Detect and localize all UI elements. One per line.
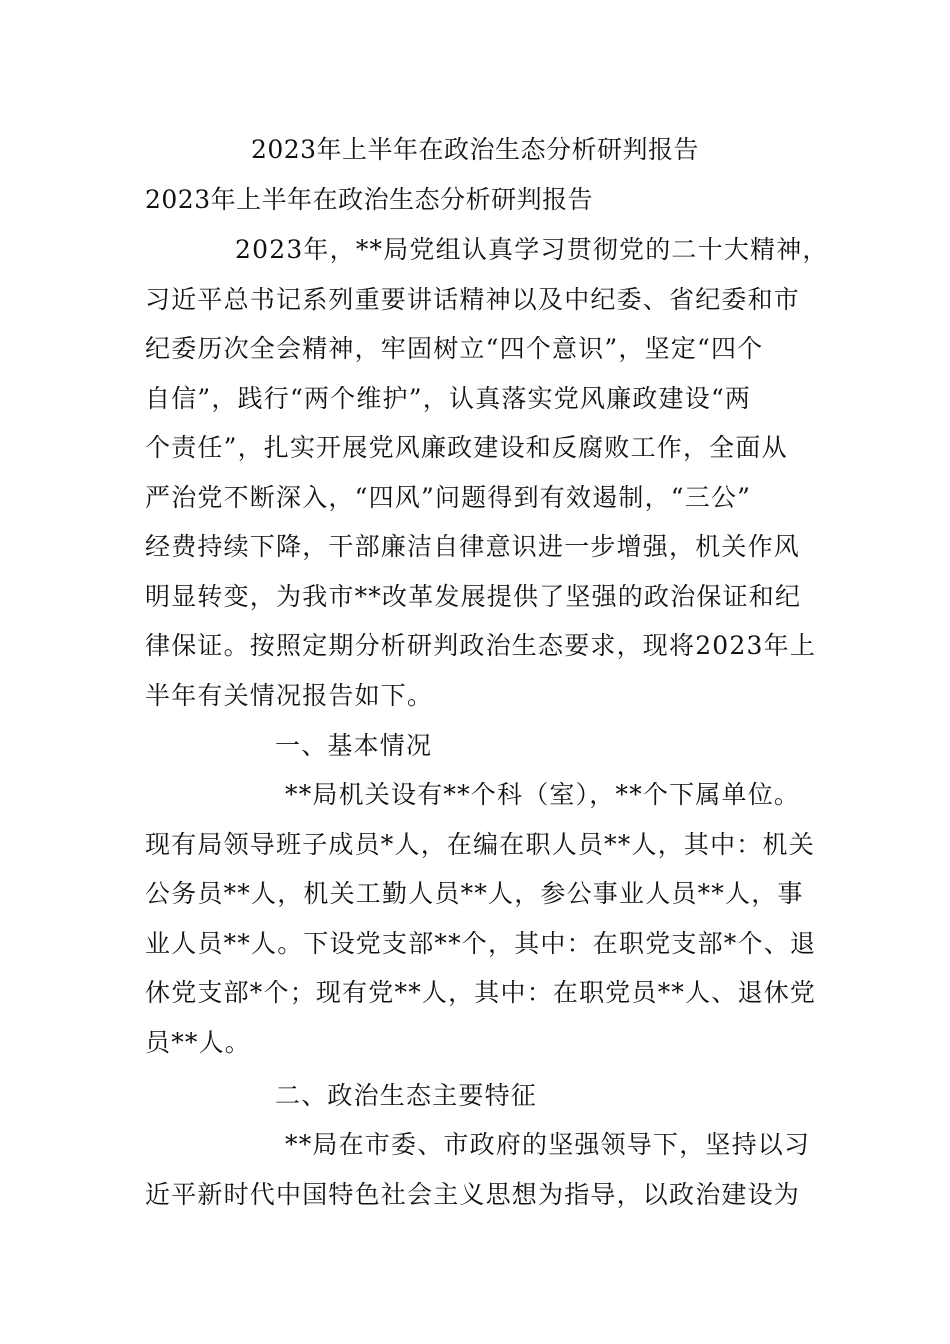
section1-line: 员**人。 [145, 1027, 252, 1057]
section2-paragraph [145, 1120, 815, 1219]
section1-line: 现有局领导班子成员*人，在编在职人员**人，其中：机关 [145, 829, 815, 859]
intro-paragraph [145, 225, 829, 720]
intro-line: 自信”，践行“两个维护”，认真落实党风廉政建设“两 [145, 383, 752, 413]
section1-line: 休党支部*个；现有党**人，其中：在职党员**人、退休党 [145, 978, 817, 1007]
section1-heading: 一、基本情况 [275, 731, 433, 760]
intro-line: 2023年，**局党组认真学习贯彻党的二十大精神， [235, 235, 829, 264]
intro-line: 律保证。按照定期分析研判政治生态要求，现将2023年上 [145, 631, 817, 660]
section1-line: 业人员**人。下设党支部**个，其中：在职党支部*个、退 [145, 928, 817, 958]
intro-line: 个责任”，扎实开展党风廉政建设和反腐败工作，全面从 [145, 433, 788, 462]
section2-line: **局在市委、市政府的坚强领导下，坚持以习 [285, 1130, 811, 1159]
section2-line: 近平新时代中国特色社会主义思想为指导，以政治建设为 [145, 1179, 801, 1209]
intro-line: 纪委历次全会精神，牢固树立“四个意识”，坚定“四个 [145, 334, 764, 363]
intro-line: 经费持续下降，干部廉洁自律意识进一步增强，机关作风 [145, 532, 801, 561]
intro-line: 习近平总书记系列重要讲话精神以及中纪委、省纪委和市 [145, 284, 801, 314]
section2-heading: 二、政治生态主要特征 [275, 1081, 538, 1110]
document-title: 2023年上半年在政治生态分析研判报告 [250, 135, 700, 164]
intro-line: 明显转变，为我市**改革发展提供了坚强的政治保证和纪 [145, 581, 802, 611]
document-subtitle: 2023年上半年在政治生态分析研判报告 [145, 185, 594, 214]
intro-line: 半年有关情况报告如下。 [145, 680, 434, 710]
section1-line: 公务员**人，机关工勤人员**人，参公事业人员**人，事 [145, 879, 804, 908]
section1-paragraph [145, 770, 815, 1067]
section1-line: **局机关设有**个科（室），**个下属单位。 [285, 780, 801, 809]
intro-line: 严治党不断深入，“四风”问题得到有效遏制，“三公” [145, 482, 752, 512]
